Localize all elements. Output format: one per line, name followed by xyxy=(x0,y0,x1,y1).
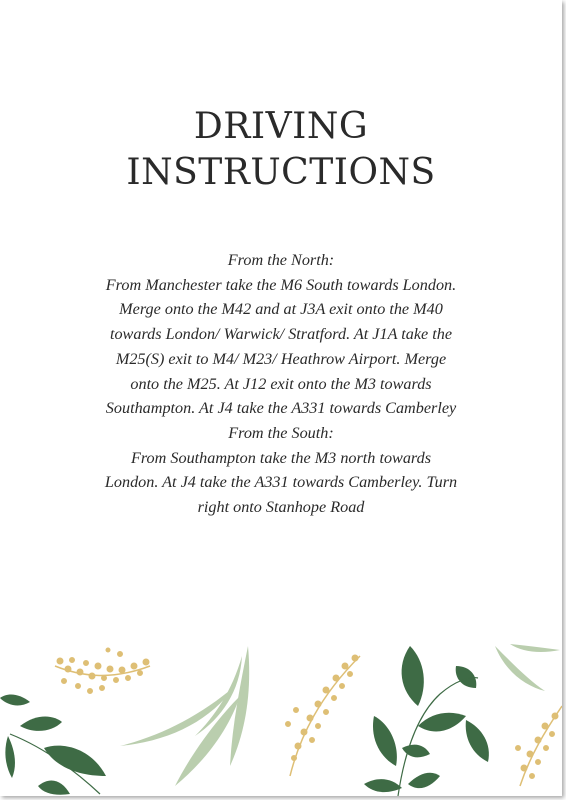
title-line-1: DRIVING xyxy=(193,106,369,147)
driving-instructions-text xyxy=(0,248,562,520)
green-leaf-icon xyxy=(0,695,106,795)
instruction-line: right onto Stanhope Road xyxy=(197,498,365,517)
willow-leaf-icon xyxy=(120,644,560,786)
instruction-line: Merge onto the M42 and at J3A exit onto the M40 xyxy=(119,300,443,319)
green-leaf-icon xyxy=(364,646,489,796)
page-title xyxy=(0,104,562,196)
instruction-line: Southampton. At J4 take the A331 towards Camberley xyxy=(105,399,457,418)
instruction-line: onto the M25. At J12 exit onto the M3 towards xyxy=(130,374,432,393)
instruction-line: London. At J4 take the A331 towards Camberley. Turn xyxy=(104,473,458,492)
gold-sprig-icon xyxy=(55,648,150,694)
title-line-2: INSTRUCTIONS xyxy=(126,152,436,193)
instruction-line: From Southampton take the M3 north towards xyxy=(130,448,432,467)
gold-sprig-icon xyxy=(516,706,563,786)
instruction-line: From the South: xyxy=(228,423,334,442)
instruction-line: From the North: xyxy=(227,251,335,269)
instruction-line: towards London/ Warwick/ Stratford. At J1A take the xyxy=(109,325,453,344)
instruction-line: M25(S) exit to M4/ M23/ Heathrow Airport. Merge xyxy=(115,349,447,368)
floral-border xyxy=(0,636,562,796)
gold-sprig-icon xyxy=(286,655,361,776)
instruction-line: From Manchester take the M6 South towards London. xyxy=(105,275,457,294)
